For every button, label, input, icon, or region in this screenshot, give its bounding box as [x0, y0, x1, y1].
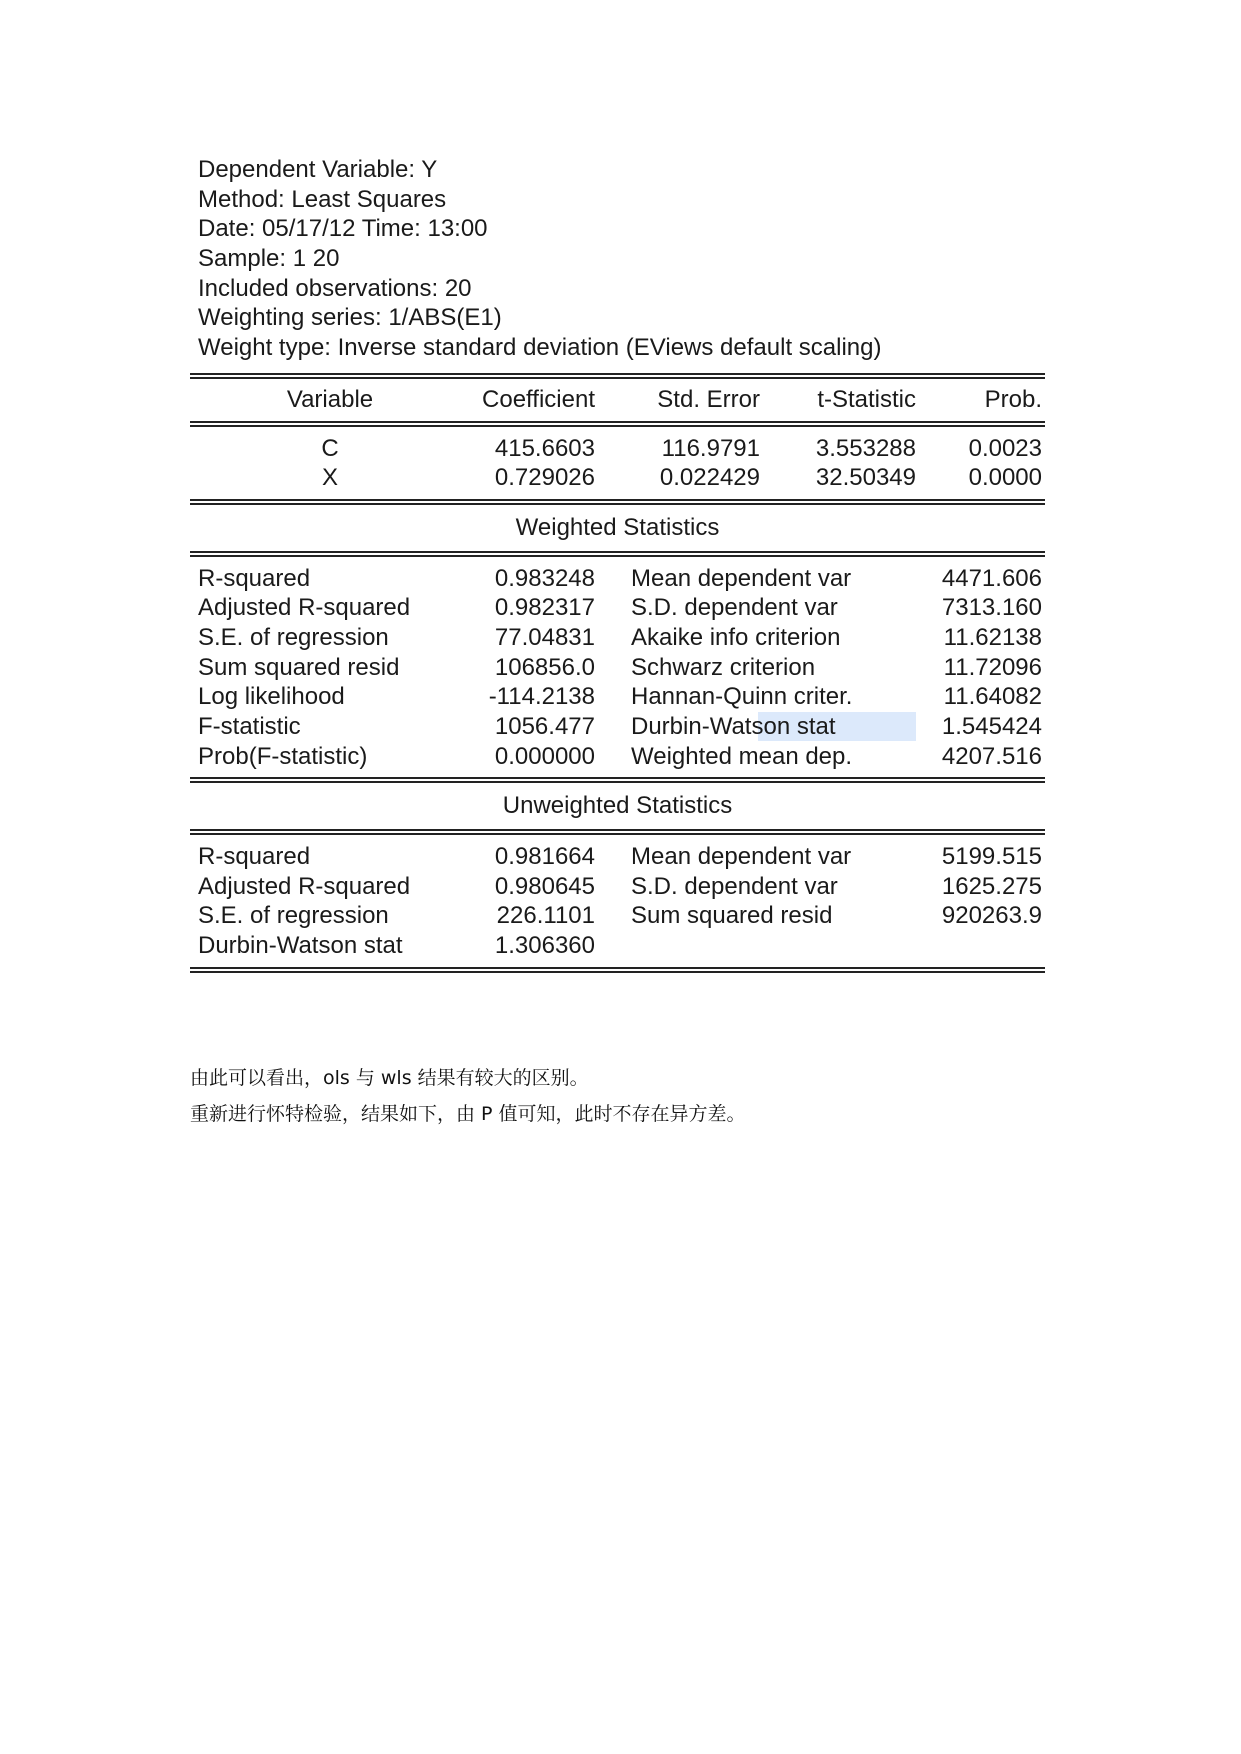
stat-value: 226.1101 — [496, 902, 595, 930]
stats-row — [190, 742, 1045, 772]
stat-value: 0.000000 — [494, 742, 595, 770]
column-header-variable: Variable — [286, 385, 374, 413]
stat-label: Adjusted R-squared — [198, 872, 411, 900]
stats-row — [190, 564, 1045, 594]
stat-value: 1056.477 — [494, 713, 595, 740]
eviews-output — [190, 155, 1045, 973]
stats-row — [190, 842, 1045, 872]
header-weighting-series: Weighting series: 1/ABS(E1) — [198, 304, 502, 332]
std-error-value: 116.9791 — [661, 434, 760, 462]
stat-label: Sum squared resid — [198, 653, 400, 681]
weighted-statistics — [190, 564, 1045, 772]
stat-value: 920263.9 — [941, 902, 1042, 930]
stat-value: 0.980645 — [494, 872, 595, 900]
divider — [190, 967, 1045, 973]
header-observations: Included observations: 20 — [198, 274, 472, 302]
stat-label: Schwarz criterion — [631, 653, 816, 681]
header-date-time: Date: 05/17/12 Time: 13:00 — [198, 215, 488, 243]
stats-row — [190, 623, 1045, 653]
stat-value: 7313.160 — [941, 594, 1042, 622]
stat-value: 4207.516 — [941, 742, 1042, 770]
variable-name: X — [321, 464, 338, 492]
unweighted-statistics — [190, 842, 1045, 961]
header-weight-type: Weight type: Inverse standard deviation (EViews default scaling) — [198, 334, 882, 362]
stat-label: Mean dependent var — [631, 843, 852, 871]
stat-label: Weighted mean dep. — [631, 742, 853, 770]
stat-value: 11.64082 — [943, 683, 1042, 711]
stat-value: 0.983248 — [494, 564, 595, 592]
stat-label: S.D. dependent var — [631, 872, 838, 900]
stat-label: Hannan-Quinn criter. — [631, 683, 853, 711]
stat-label: S.D. dependent var — [631, 594, 838, 622]
prob-value: 0.0000 — [968, 464, 1042, 492]
coefficient-value: 0.729026 — [494, 464, 595, 492]
coef-row-x — [190, 463, 1045, 493]
stat-value: 106856.0 — [494, 653, 595, 681]
stat-value: 1.545424 — [941, 713, 1042, 740]
stat-value: 0.982317 — [494, 594, 595, 622]
t-statistic-value: 3.553288 — [815, 434, 916, 462]
stat-value: 77.04831 — [494, 623, 595, 651]
stat-label: F-statistic — [198, 713, 301, 740]
t-statistic-value: 32.50349 — [815, 464, 916, 492]
stat-label: R-squared — [198, 843, 311, 871]
stat-label: Sum squared resid — [631, 902, 833, 930]
stats-row — [190, 712, 1045, 742]
stat-value: 1625.275 — [941, 872, 1042, 900]
output-header — [190, 155, 1045, 363]
unweighted-statistics-title: Unweighted Statistics — [502, 792, 733, 820]
column-header-prob: Prob. — [984, 385, 1042, 413]
stats-row — [190, 872, 1045, 902]
notes — [190, 1060, 746, 1132]
header-sample: Sample: 1 20 — [198, 245, 340, 273]
stat-label: Adjusted R-squared — [198, 594, 411, 622]
stat-value: 11.62138 — [943, 623, 1042, 651]
stat-value: 1.306360 — [494, 932, 595, 960]
stat-value: 5199.515 — [941, 843, 1042, 871]
stat-value: 0.981664 — [494, 843, 595, 871]
stat-label: Akaike info criterion — [631, 623, 841, 651]
weighted-statistics-title: Weighted Statistics — [515, 513, 720, 541]
stat-label: Log likelihood — [198, 683, 345, 711]
header-method: Method: Least Squares — [198, 185, 447, 213]
stats-row — [190, 901, 1045, 931]
note-paragraph: 由此可以看出，ols 与 wls 结果有较大的区别。 — [190, 1067, 589, 1089]
stat-value: 11.72096 — [943, 653, 1042, 681]
stats-row — [190, 593, 1045, 623]
stat-label: Mean dependent var — [631, 564, 852, 592]
column-header-std-error: Std. Error — [657, 385, 760, 413]
column-header-t-statistic: t-Statistic — [817, 385, 916, 413]
stat-label[interactable]: Durbin-Watson stat — [631, 713, 836, 740]
coef-table-header — [190, 385, 1045, 415]
stat-label: S.E. of regression — [198, 902, 389, 930]
coef-row-c — [190, 434, 1045, 464]
stats-row — [190, 682, 1045, 712]
note-paragraph: 重新进行怀特检验，结果如下，由 P 值可知，此时不存在异方差。 — [190, 1103, 746, 1125]
stat-value: 4471.606 — [941, 564, 1042, 592]
column-header-coefficient: Coefficient — [482, 385, 595, 413]
stat-label: Prob(F-statistic) — [198, 742, 368, 770]
stats-row — [190, 653, 1045, 683]
variable-name: C — [321, 434, 339, 462]
stat-value: -114.2138 — [488, 683, 595, 711]
stat-label: Durbin-Watson stat — [198, 932, 403, 960]
stat-label: R-squared — [198, 564, 311, 592]
header-dependent-variable: Dependent Variable: Y — [198, 156, 438, 183]
std-error-value: 0.022429 — [659, 464, 760, 492]
coefficient-value: 415.6603 — [494, 434, 595, 462]
prob-value: 0.0023 — [968, 434, 1042, 462]
stats-row — [190, 931, 1045, 961]
stat-label: S.E. of regression — [198, 623, 389, 651]
